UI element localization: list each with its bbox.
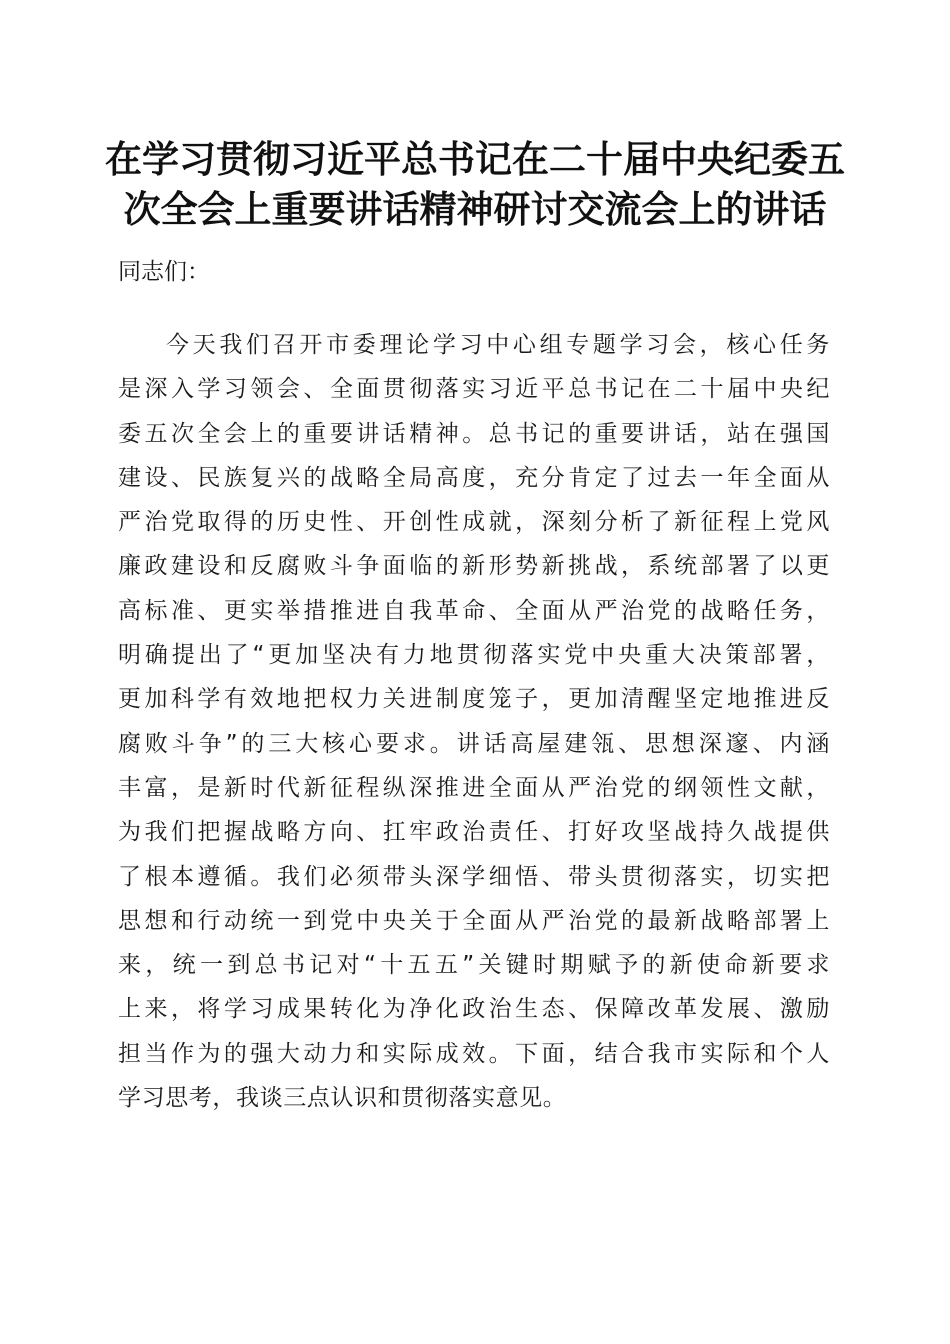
- body-paragraph: [118, 323, 830, 1120]
- paragraph-line: 明确提出了“更加坚决有力地贯彻落实党中央重大决策部署，: [118, 642, 830, 669]
- paragraph-line: 腐败斗争”的三大核心要求。讲话高屋建瓴、思想深邃、内涵: [118, 730, 830, 757]
- paragraph-line: 丰富，是新时代新征程纵深推进全面从严治党的纲领性文献，: [118, 774, 830, 801]
- title-line-2: 次全会上重要讲话精神研讨交流会上的讲话: [123, 187, 827, 231]
- paragraph-line: 思想和行动统一到党中央关于全面从严治党的最新战略部署上: [118, 907, 830, 934]
- paragraph-line: 是深入学习领会、全面贯彻落实习近平总书记在二十届中央纪: [118, 376, 830, 403]
- paragraph-line: 上来，将学习成果转化为净化政治生态、保障改革发展、激励: [118, 996, 830, 1023]
- paragraph-line: 学习思考，我谈三点认识和贯彻落实意见。: [118, 1085, 567, 1112]
- document-title: [100, 134, 850, 234]
- paragraph-line: 廉政建设和反腐败斗争面临的新形势新挑战，系统部署了以更: [118, 553, 830, 580]
- paragraph-line: 严治党取得的历史性、开创性成就，深刻分析了新征程上党风: [118, 509, 830, 536]
- paragraph-line: 委五次全会上的重要讲话精神。总书记的重要讲话，站在强国: [118, 420, 830, 447]
- salutation: 同志们：: [118, 259, 210, 285]
- title-line-1: 在学习贯彻习近平总书记在二十届中央纪委五: [105, 137, 845, 181]
- paragraph-line: 担当作为的强大动力和实际成效。下面，结合我市实际和个人: [118, 1040, 830, 1067]
- paragraph-line: 了根本遵循。我们必须带头深学细悟、带头贯彻落实，切实把: [118, 863, 830, 890]
- paragraph-line: 更加科学有效地把权力关进制度笼子，更加清醒坚定地推进反: [118, 686, 830, 713]
- paragraph-line: 建设、民族复兴的战略全局高度，充分肯定了过去一年全面从: [118, 464, 830, 491]
- paragraph-line: 高标准、更实举措推进自我革命、全面从严治党的战略任务，: [118, 597, 830, 624]
- paragraph-line: 为我们把握战略方向、扛牢政治责任、打好攻坚战持久战提供: [118, 819, 830, 846]
- paragraph-line: 今天我们召开市委理论学习中心组专题学习会，核心任务: [166, 332, 830, 358]
- paragraph-line: 来，统一到总书记对“十五五”关键时期赋予的新使命新要求: [118, 952, 830, 979]
